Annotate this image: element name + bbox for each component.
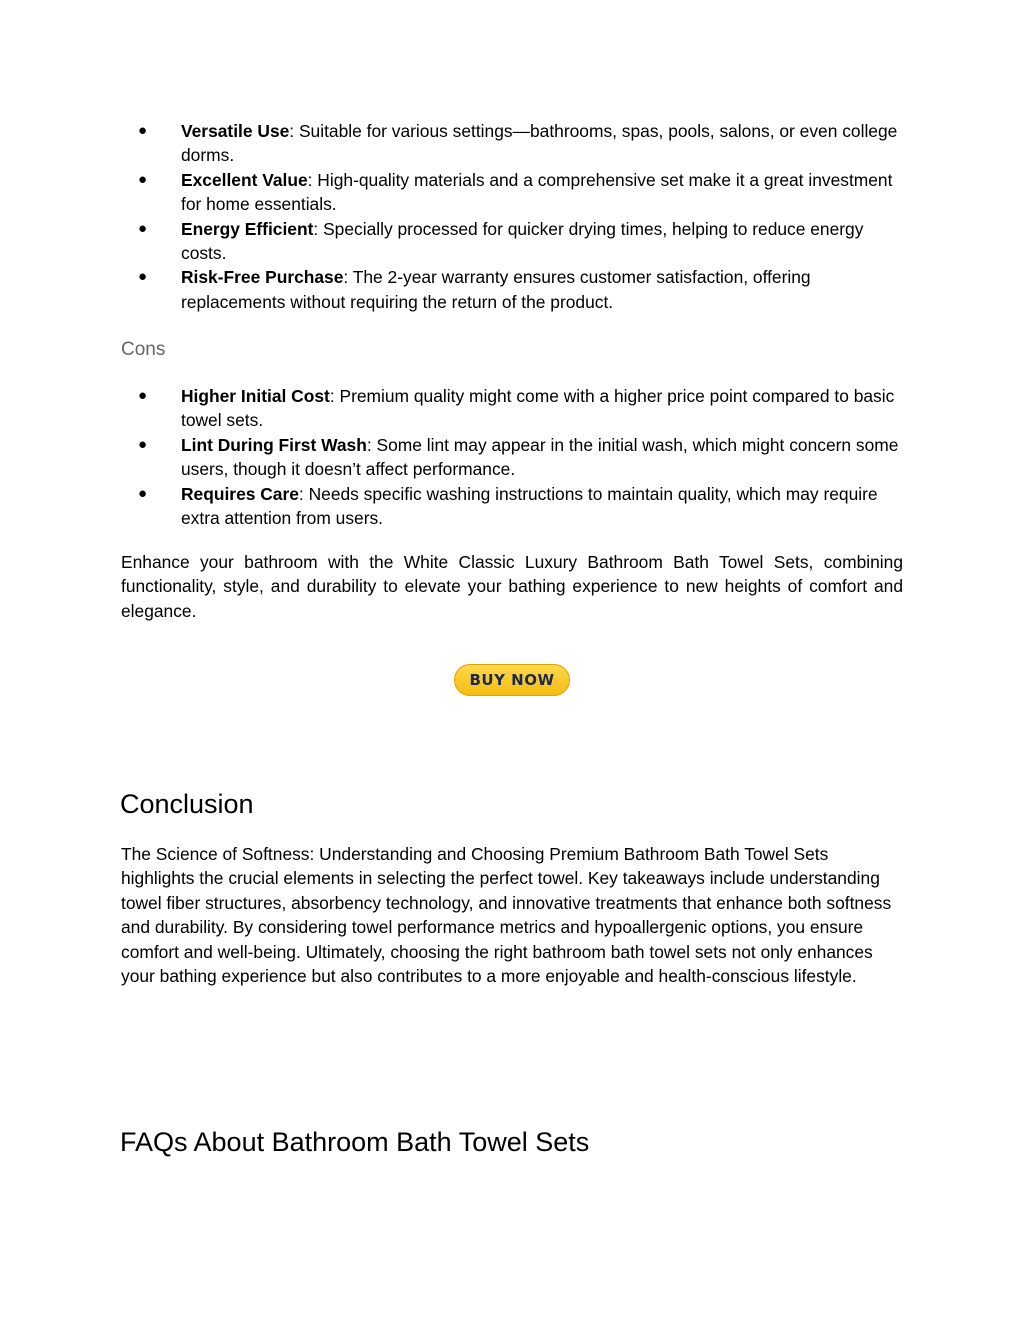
cons-heading: Cons [121, 339, 166, 360]
list-item-text: : Some lint may appear in the initial wash, which might concern some users, though it doesn’t affect performance. [181, 434, 899, 480]
list-item-text: : Specially processed for quicker drying times, helping to reduce energy costs. [181, 218, 864, 264]
list-item-term: Versatile Use [181, 121, 290, 141]
list-item [121, 119, 905, 168]
list-item-term: Higher Initial Cost [181, 386, 330, 406]
bullet-icon: ● [138, 268, 148, 286]
list-item [121, 265, 905, 314]
list-item-term: Risk-Free Purchase [181, 267, 344, 288]
list-item [121, 482, 905, 531]
bullet-icon: ● [138, 170, 148, 188]
list-item-text: : Premium quality might come with a higher price point compared to basic towel sets. [181, 386, 895, 431]
cons-list [121, 384, 905, 530]
enhance-paragraph: Enhance your bathroom with the White Classic Luxury Bathroom Bath Towel Sets, combining functionality, style, and durability to elevate your bathing experience to new heights of comfort and elegance. [121, 552, 903, 621]
list-item [121, 168, 905, 217]
bullet-icon: ● [138, 435, 148, 453]
list-item-text: : Suitable for various settings—bathrooms, spas, pools, salons, or even college dorms. [181, 121, 898, 166]
list-item [121, 384, 905, 433]
list-item-term: Excellent Value [181, 169, 308, 190]
bullet-icon: ● [138, 219, 148, 237]
list-item [121, 433, 905, 482]
list-item-term: Lint During First Wash [181, 434, 367, 455]
conclusion-heading: Conclusion [120, 789, 254, 819]
list-item [121, 217, 905, 266]
list-item-term: Energy Efficient [181, 218, 314, 239]
bullet-icon: ● [138, 122, 148, 139]
list-item-text: : Needs specific washing instructions to maintain quality, which may require extra attention from users. [181, 483, 878, 529]
bullet-icon: ● [138, 484, 148, 502]
bullet-icon: ● [138, 387, 148, 404]
conclusion-paragraph: The Science of Softness: Understanding and Choosing Premium Bathroom Bath Towel Sets highlights the crucial elements in selecting the perfect towel. Key takeaways include understanding towel fiber structures, absorbency technology, and innovative treatments that enhance both softness and durability. By considering towel performance metrics and hypoallergenic options, you ensure comfort and well-being. Ultimately, choosing the right bathroom bath towel sets not only enhances your bathing experience but also contributes to a more enjoyable and health-conscious lifestyle. [121, 844, 892, 987]
faq-heading: FAQs About Bathroom Bath Towel Sets [120, 1127, 590, 1157]
list-item-text: : The 2-year warranty ensures customer satisfaction, offering replacements without requiring the return of the product. [181, 267, 811, 312]
list-item-text: : High-quality materials and a comprehensive set make it a great investment for home essentials. [181, 169, 893, 215]
list-item-term: Requires Care [181, 483, 299, 504]
buy-now-button[interactable]: BUY NOW [454, 664, 570, 696]
pros-list [121, 119, 905, 314]
